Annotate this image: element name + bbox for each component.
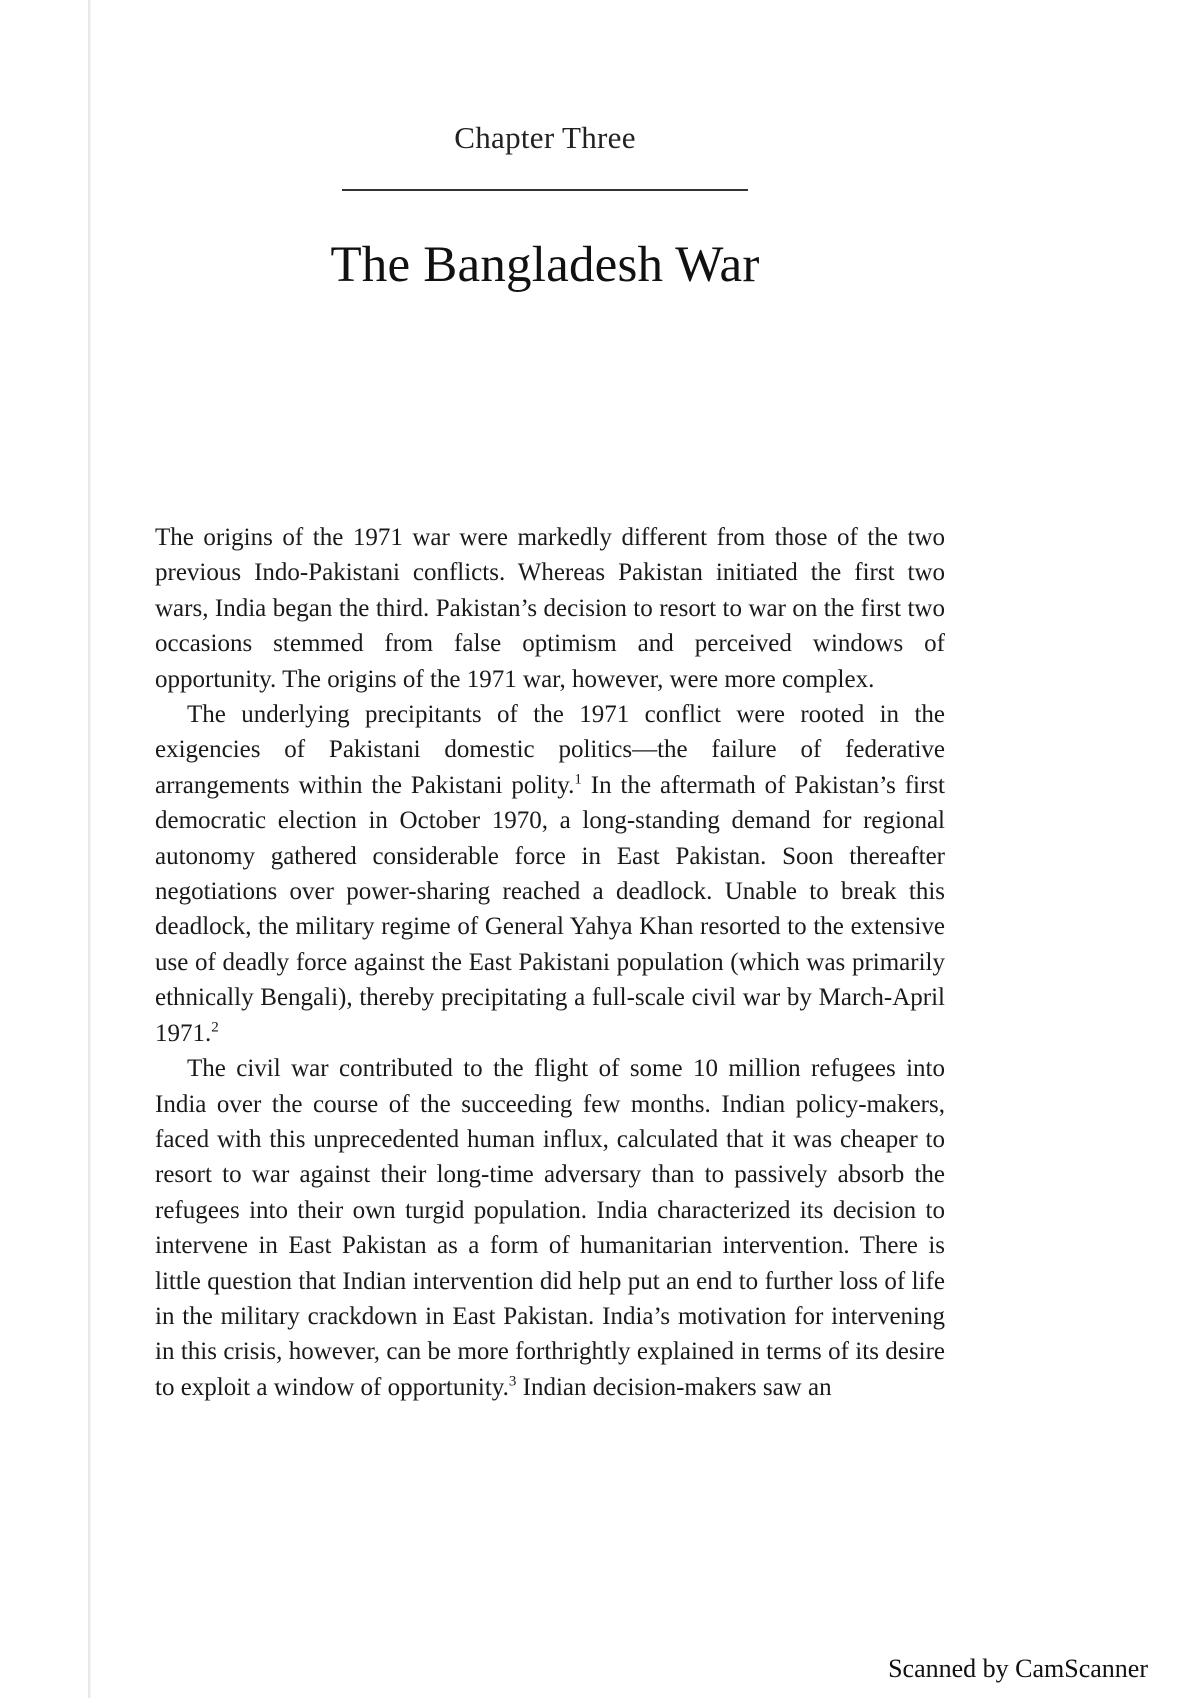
footnote-marker-2: 2	[211, 1019, 219, 1036]
paragraph-1-text: The origins of the 1971 war were markedly different from those of the two previous Indo-Pakistani conflicts. Whereas Pakistan initiated the first two wars, India began the third. Pakistan’s decision to resort to war on the first two occasions stemmed from false optimism and perceived windows of opportunity. The origins of the 1971 war, however, were more complex.	[155, 524, 945, 693]
body-text	[155, 520, 945, 1405]
scanner-watermark: Scanned by CamScanner	[888, 1654, 1148, 1683]
paragraph-3-text-a: The civil war contributed to the flight of some 10 million refugees into India over the course of the succeeding few months. Indian policy-makers, faced with this unprecedented human influx, calculated that it was cheaper to resort to war against their long-time adversary than to passively absorb the refugees into their own turgid population. India characterized its decision to intervene in East Pakistan as a form of humanitarian intervention. There is little question that Indian intervention did help put an end to further loss of life in the military crackdown in East Pakistan. India’s motivation for intervening in this crisis, however, can be more forthrightly explained in terms of its desire to exploit a window of opportunity.	[155, 1055, 945, 1401]
paragraph-2-text-b: In the aftermath of Pakistan’s first democratic election in October 1970, a long-standing demand for regional autonomy gathered considerable force in East Pakistan. Soon thereafter negotiations over power-sharing reached a deadlock. Unable to break this deadlock, the military regime of General Yahya Khan resorted to the extensive use of deadly force against the East Pakistani population (which was primarily ethnically Bengali), thereby precipitating a full-scale civil war by March-April 1971.	[155, 771, 945, 1047]
paragraph-1	[155, 520, 945, 697]
chapter-label: Chapter Three	[454, 120, 636, 155]
footnote-marker-3: 3	[508, 1373, 517, 1390]
chapter-divider	[342, 189, 748, 191]
paragraph-3	[155, 1051, 945, 1405]
chapter-title: The Bangladesh War	[330, 237, 760, 293]
paragraph-3-text-b: Indian decision-makers saw an	[516, 1373, 832, 1401]
paragraph-2	[155, 697, 945, 1051]
footnote-marker-1: 1	[574, 771, 582, 788]
paragraph-2-text-a: The underlying precipitants of the 1971 conflict were rooted in the exigencies of Pakistani domestic politics—the failure of federative arrangements within the Pakistani polity.	[155, 701, 945, 799]
